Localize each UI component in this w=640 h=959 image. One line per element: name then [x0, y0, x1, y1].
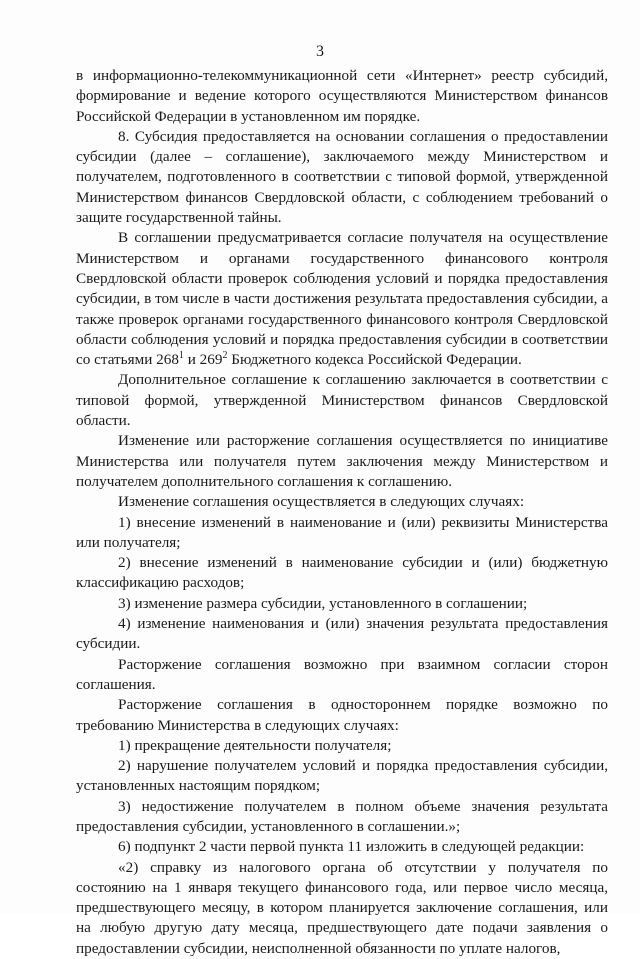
paragraph: Расторжение соглашения в одностороннем порядке возможно по требованию Министерства в следующих случаях: [76, 696, 608, 734]
superscript: 2 [222, 350, 228, 362]
paragraph-text: Бюджетного кодекса Российской Федерации. [227, 351, 522, 369]
list-item: 3) изменение размера субсидии, установленного в соглашении; [118, 594, 528, 612]
list-item: 2) внесение изменений в наименование субсидии и (или) бюджетную классификацию расходов; [76, 554, 608, 592]
paragraph: в информационно-телекоммуникационной сети «Интернет» реестр субсидий, формирование и ведение которого осуществляются Министерством финансов Российской Федерации в установленном им порядке. [76, 67, 608, 125]
list-item: 1) внесение изменений в наименование и (или) реквизиты Министерства или получателя; [76, 513, 608, 551]
list-item: 3) недостижение получателем в полном объеме значения результата предоставления субсидии, установленного в соглашении.»; [76, 797, 608, 835]
list-item: 2) нарушение получателем условий и порядка предоставления субсидии, установленных настоящим порядком; [76, 757, 608, 795]
paragraph: Расторжение соглашения возможно при взаимном согласии сторон соглашения. [76, 655, 608, 693]
page-number: 3 [316, 43, 324, 60]
paragraph: Дополнительное соглашение к соглашению заключается в соответствии с типовой формой, утвержденной Министерством финансов Свердловской области. [76, 371, 608, 430]
document-body [76, 66, 608, 959]
list-item: 1) прекращение деятельности получателя; [118, 736, 392, 754]
paragraph-text: и 269 [183, 351, 223, 369]
paragraph [76, 228, 608, 370]
paragraph: Изменение соглашения осуществляется в следующих случаях: [118, 493, 525, 511]
paragraph-text: В соглашении предусматривается согласие получателя на осуществление Министерством и органами государственного финансового контроля Свердловской области проверок соблюдения условий и порядка предоставления субсидии, в том числе в части достижения результата предоставления субсидии, а также проверок органами государственного финансового контроля Свердловской области соблюдения условий и порядка предоставления субсидии в соответствии со статьями 268 [76, 229, 608, 369]
paragraph: 6) подпункт 2 части первой пункта 11 изложить в следующей редакции: [118, 838, 585, 856]
list-item: 4) изменение наименования и (или) значения результата предоставления субсидии. [76, 615, 608, 653]
paragraph: Изменение или расторжение соглашения осуществляется по инициативе Министерства или получателя путем заключения между Министерством и получателем дополнительного соглашения к соглашению. [76, 432, 608, 490]
paragraph: 8. Субсидия предоставляется на основании соглашения о предоставлении субсидии (далее – соглашение), заключаемого между Министерством и получателем, подготовленного в соответствии с типовой формой, утвержденной Министерством финансов Свердловской области, с соблюдением требований о защите государственной тайны. [76, 127, 608, 227]
superscript: 1 [178, 350, 184, 362]
paragraph: «2) справку из налогового органа об отсутствии у получателя по состоянию на 1 января текущего финансового года, или первое число месяца, предшествующего месяцу, в котором планируется заключение соглашения, или на любую другую дату месяца, предшествующего дате подачи заявления о предоставлении субсидии, неисполненной обязанности по уплате налогов, [76, 858, 608, 957]
